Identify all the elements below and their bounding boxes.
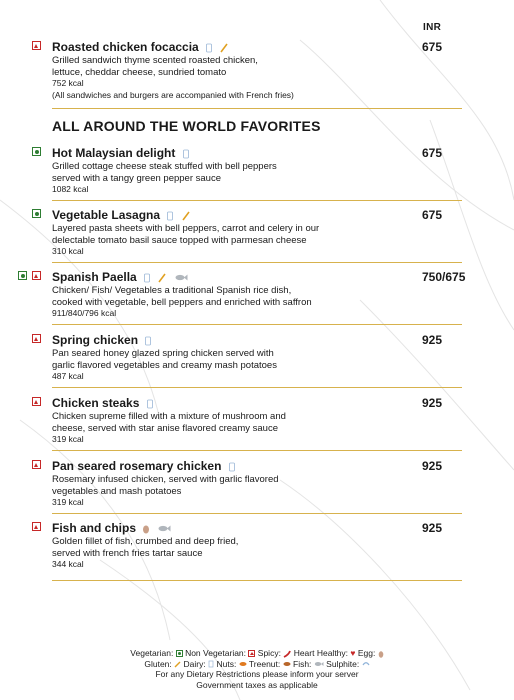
egg-icon xyxy=(142,524,150,534)
dairy-icon xyxy=(143,272,151,283)
legend-fish: Fish: xyxy=(293,658,312,669)
legend-non-vegetarian: Non Vegetarian: xyxy=(185,648,247,658)
dairy-icon xyxy=(205,42,213,53)
item-description: Golden fillet of fish, crumbed and deep fried, served with french fries tartar sauce 344 kcal xyxy=(52,536,432,571)
dietary-note: For any Dietary Restrictions please inform your server xyxy=(155,669,359,679)
item-note: (All sandwiches and burgers are accompanied with French fries) xyxy=(52,89,294,100)
dairy-icon xyxy=(166,210,174,221)
item-description: Grilled cottage cheese steak stuffed with bell peppers served with a tangy green pepper sauce 1082 kcal xyxy=(52,161,432,196)
non-veg-badge xyxy=(32,460,41,469)
legend-vegetarian: Vegetarian: xyxy=(130,648,174,658)
veg-badge xyxy=(32,209,41,218)
item-kcal: 1082 kcal xyxy=(52,184,89,194)
menu-item xyxy=(32,270,466,318)
item-price: 925 xyxy=(422,333,443,347)
item-name: Spanish Paella xyxy=(52,270,188,284)
gluten-icon xyxy=(219,43,229,53)
item-price: 675 xyxy=(422,146,443,160)
item-price: 925 xyxy=(422,459,443,473)
legend-nuts: Nuts: xyxy=(216,658,237,669)
item-kcal: 487 kcal xyxy=(52,371,84,381)
menu-item xyxy=(32,40,462,100)
item-price: 675 xyxy=(422,40,443,54)
item-price: 925 xyxy=(422,521,443,535)
item-name: Fish and chips xyxy=(52,521,171,535)
item-name: Hot Malaysian delight xyxy=(52,146,190,160)
gluten-icon xyxy=(174,661,181,668)
legend-egg: Egg: xyxy=(357,648,376,658)
item-name: Pan seared rosemary chicken xyxy=(52,459,236,473)
fish-icon xyxy=(174,273,188,282)
item-name: Roasted chicken focaccia xyxy=(52,40,229,54)
item-price: 675 xyxy=(422,208,443,222)
dairy-icon xyxy=(208,660,214,668)
legend-spicy: Spicy: xyxy=(257,648,281,658)
treenut-icon xyxy=(283,661,291,667)
nuts-icon xyxy=(239,661,247,667)
legend-gluten: Gluten: xyxy=(144,658,172,669)
non-veg-badge xyxy=(32,41,41,50)
legend-treenut: Treenut: xyxy=(248,658,281,669)
currency-label: INR xyxy=(423,22,442,33)
menu-item xyxy=(32,333,462,381)
divider xyxy=(52,262,462,263)
divider xyxy=(52,513,462,514)
gluten-icon xyxy=(181,211,191,221)
gluten-icon xyxy=(157,273,167,283)
item-kcal: 319 kcal xyxy=(52,497,84,507)
divider xyxy=(52,450,462,451)
item-name: Chicken steaks xyxy=(52,396,154,410)
menu-item xyxy=(32,146,462,194)
section-title: ALL AROUND THE WORLD FAVORITES xyxy=(52,118,321,134)
divider xyxy=(52,108,462,109)
veg-badge xyxy=(32,147,41,156)
dairy-icon xyxy=(146,398,154,409)
divider xyxy=(52,580,462,581)
sulphite-icon xyxy=(362,661,370,667)
item-kcal: 310 kcal xyxy=(52,246,84,256)
menu-item xyxy=(32,459,462,507)
item-kcal: 344 kcal xyxy=(52,559,84,569)
divider xyxy=(52,200,462,201)
fish-icon xyxy=(157,524,171,533)
non-veg-icon xyxy=(248,650,255,657)
item-kcal: 752 kcal xyxy=(52,78,84,88)
menu-item xyxy=(32,208,462,256)
fish-icon xyxy=(314,661,324,667)
divider xyxy=(52,324,462,325)
item-description: Rosemary infused chicken, served with garlic flavored vegetables and mash potatoes 319 kcal xyxy=(52,474,432,509)
chili-icon xyxy=(283,650,291,658)
non-veg-badge xyxy=(32,522,41,531)
dairy-icon xyxy=(228,461,236,472)
dairy-icon xyxy=(182,148,190,159)
menu-item xyxy=(32,396,462,444)
item-kcal: 911/840/796 kcal xyxy=(52,308,117,318)
menu-item xyxy=(32,521,462,569)
heart-icon: ♥ xyxy=(350,648,356,658)
item-price: 925 xyxy=(422,396,443,410)
legend-heart-healthy: Heart Healthy: xyxy=(293,648,349,658)
item-description: Chicken supreme filled with a mixture of mushroom and cheese, served with star anise flavored creamy sauce 319 kcal xyxy=(52,411,432,446)
item-kcal: 319 kcal xyxy=(52,434,84,444)
item-price: 750/675 xyxy=(422,270,466,284)
divider xyxy=(52,387,462,388)
item-name: Vegetable Lasagna xyxy=(52,208,191,222)
veg-badge xyxy=(18,271,27,280)
legend-sulphite: Sulphite: xyxy=(326,658,360,669)
egg-icon xyxy=(378,650,384,658)
item-description: Pan seared honey glazed spring chicken served with garlic flavored vegetables and creamy mash potatoes 487 kcal xyxy=(52,348,432,383)
dairy-icon xyxy=(144,335,152,346)
item-description: Grilled sandwich thyme scented roasted chicken, lettuce, cheddar cheese, sundried tomato 752 kcal (All sandwiches and burgers are accompanied with French fries) xyxy=(52,55,432,101)
non-veg-badge xyxy=(32,334,41,343)
item-name: Spring chicken xyxy=(52,333,152,347)
veg-icon xyxy=(176,650,183,657)
non-veg-badge xyxy=(32,397,41,406)
legend-dairy: Dairy: xyxy=(183,658,206,669)
non-veg-badge xyxy=(32,271,41,280)
item-description: Chicken/ Fish/ Vegetables a traditional Spanish rice dish, cooked with vegetable, bell peppers and enriched with saffron 911/840/796 kcal xyxy=(52,285,432,320)
dietary-legend xyxy=(0,648,514,690)
tax-note: Government taxes as applicable xyxy=(196,679,318,690)
item-description: Layered pasta sheets with bell peppers, carrot and celery in our delectable tomato basil sauce topped with parmesan cheese 310 kcal xyxy=(52,223,432,258)
